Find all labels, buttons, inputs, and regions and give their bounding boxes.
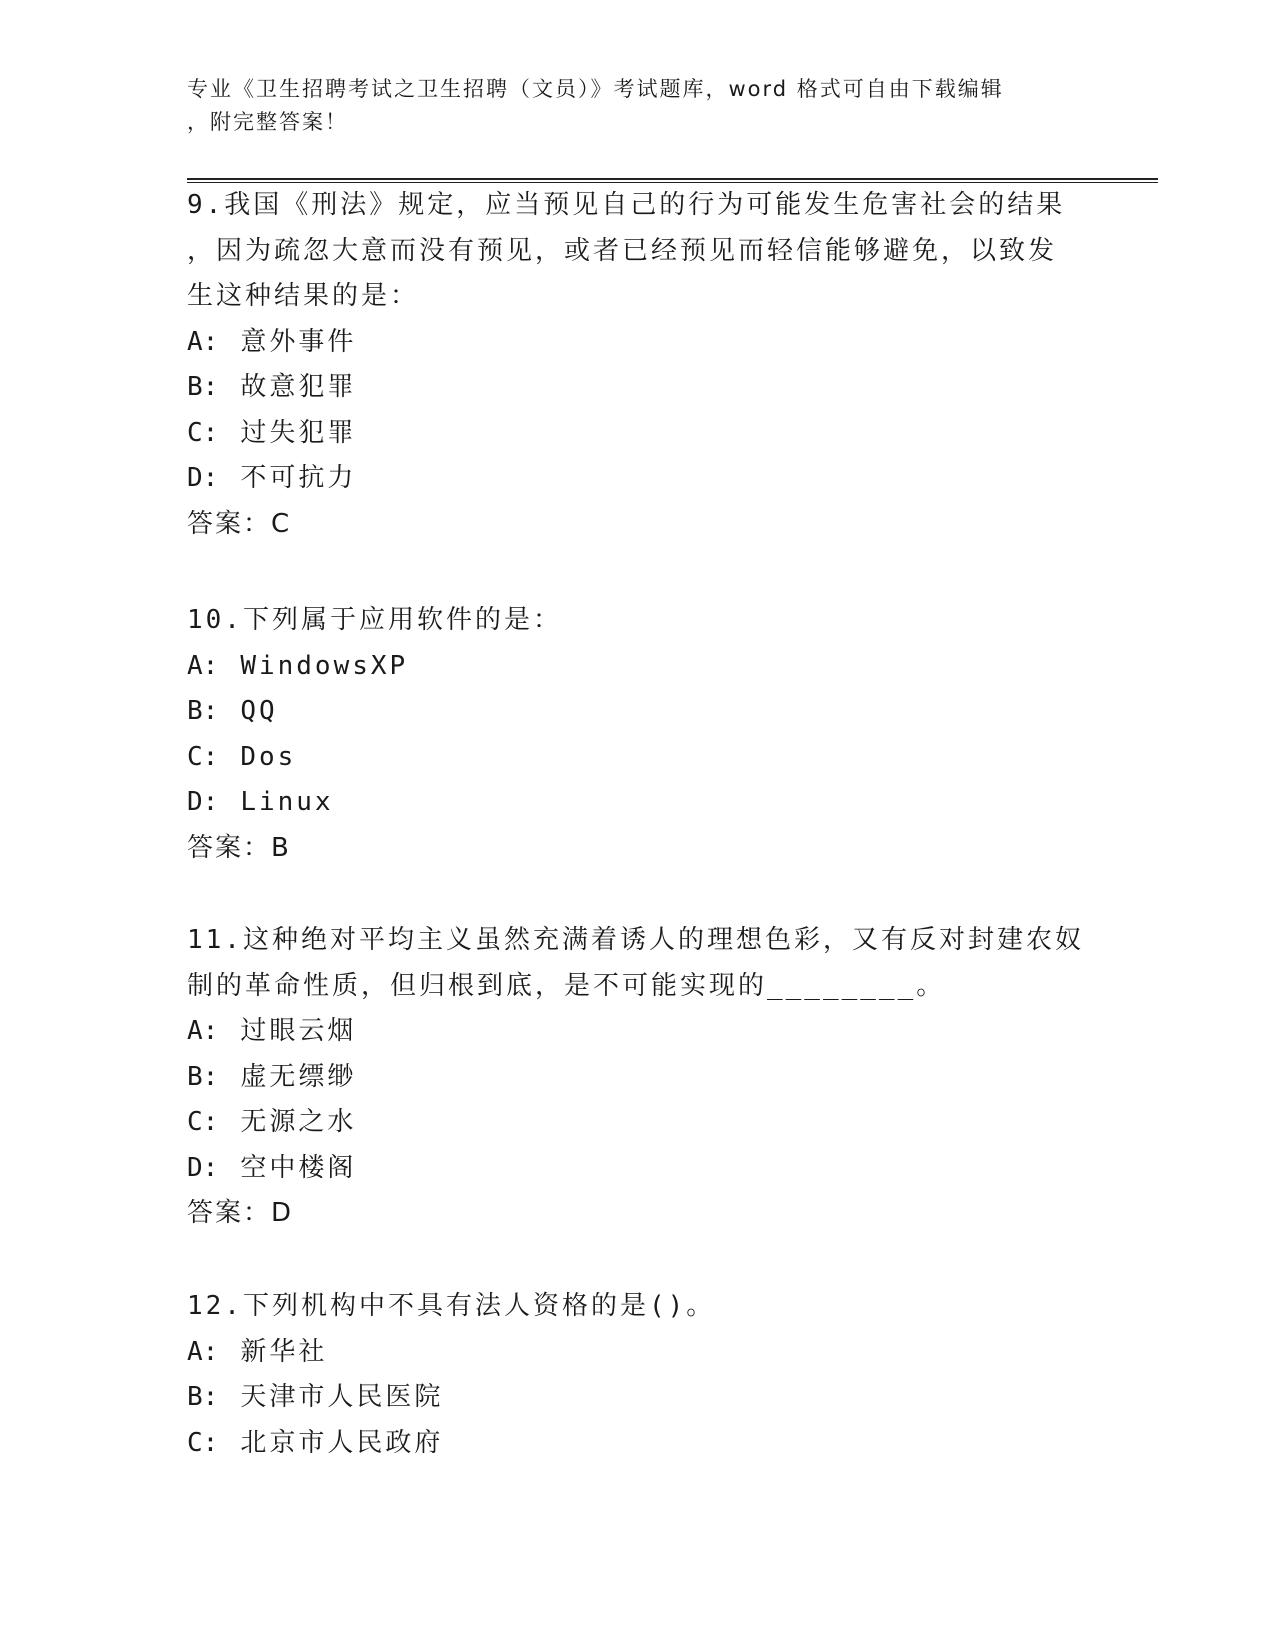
answer-line: 答案：C [187,508,292,539]
option-c: C: 过失犯罪 [187,417,357,448]
question-stem-line: 12.下列机构中不具有法人资格的是()。 [187,1291,716,1321]
question-12 [187,1284,1087,1466]
option-d: D: 不可抗力 [187,463,357,493]
option-a: A: 过眼云烟 [187,1016,357,1046]
option-b: B: QQ [187,696,278,726]
option-c: C: 无源之水 [187,1107,357,1137]
question-9 [187,183,1087,547]
option-b: B: 天津市人民医院 [187,1382,444,1412]
question-10 [187,598,1087,871]
option-a: A: 意外事件 [187,326,357,357]
question-stem-line: ，因为疏忽大意而没有预见，或者已经预见而轻信能够避免，以致发 [187,235,1058,266]
header-line: 专业《卫生招聘考试之卫生招聘（文员）》考试题库，word 格式可自由下载编辑 [187,77,1004,101]
question-stem-line: 11.这种绝对平均主义虽然充满着诱人的理想色彩，又有反对封建农奴 [187,925,1084,955]
option-a: A: 新华社 [187,1336,328,1367]
question-stem-line: 9.我国《刑法》规定，应当预见自己的行为可能发生危害社会的结果 [187,190,1066,220]
option-b: B: 虚无缥缈 [187,1061,357,1092]
question-stem-line: 生这种结果的是： [187,281,420,311]
question-stem-line: 10.下列属于应用软件的是： [187,605,562,635]
option-b: B: 故意犯罪 [187,372,357,402]
answer-line: 答案：D [187,1198,294,1228]
option-c: C: 北京市人民政府 [187,1427,444,1458]
option-c: C: Dos [187,741,297,772]
question-11 [187,918,1087,1237]
option-d: D: Linux [187,787,334,817]
document-header [187,73,1067,139]
option-d: D: 空中楼阁 [187,1152,357,1183]
header-line: ，附完整答案！ [187,110,348,134]
answer-line: 答案：B [187,832,291,863]
header-divider-thick [187,178,1158,180]
question-stem-line: 制的革命性质，但归根到底，是不可能实现的________。 [187,970,946,1001]
option-a: A: WindowsXP [187,650,409,681]
